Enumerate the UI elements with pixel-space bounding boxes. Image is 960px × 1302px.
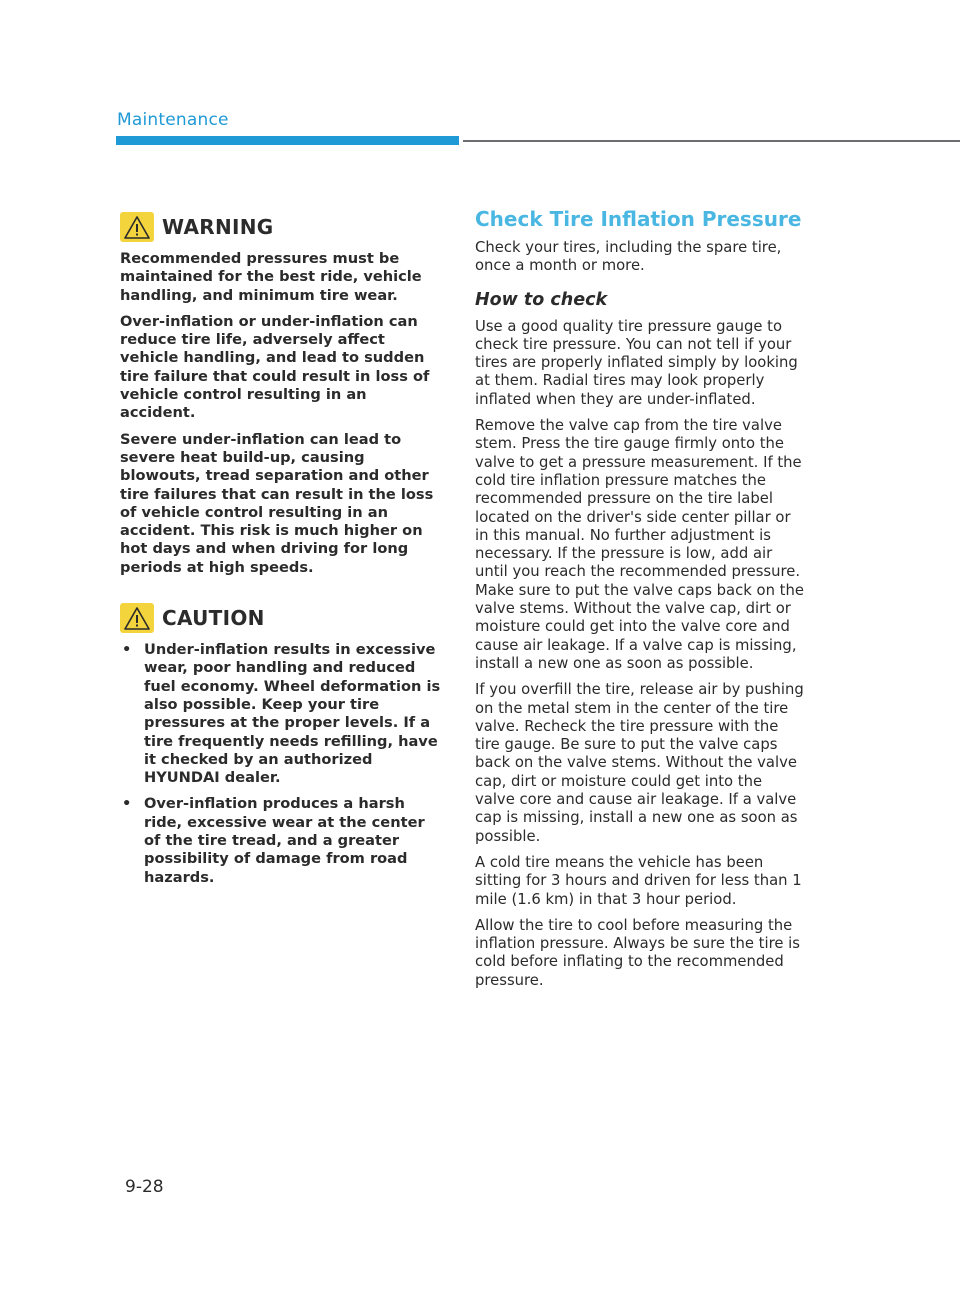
section-title: Check Tire Inflation Pressure [475, 207, 802, 231]
header-rule [463, 140, 960, 142]
how-to-check-body [475, 318, 805, 990]
body-paragraph: If you overfill the tire, release air by pushing on the metal stem in the center of the tire valve. Recheck the tire pressure with the tire gauge. Be sure to put the valve caps back on the valve stems. Without the valve cap, dirt or moisture could get into the valve core and cause air leakage. If a valve cap is missing, install a new one as soon as possible. [475, 681, 804, 845]
list-item [120, 795, 442, 886]
intro-block [475, 239, 805, 276]
warning-header [120, 212, 442, 242]
body-paragraph: Remove the valve cap from the tire valve stem. Press the tire gauge firmly onto the valve to get a pressure measurement. If the cold tire inflation pressure matches the recommended pressure on the tire label located on the driver's side center pillar or in this manual. No further adjustment is necessary. If the pressure is low, add air until you reach the recommended pressure. Make sure to put the valve caps back on the valve stems. Without the valve cap, dirt or moisture could get into the valve core and cause air leakage. If a valve cap is missing, install a new one as soon as possible. [475, 417, 804, 672]
warning-paragraph: Severe under-inflation can lead to severe heat build-up, causing blowouts, tread separation and other tire failures that can result in the loss of vehicle control resulting in an accident. This risk is much higher on hot days and when driving for long periods at high speeds. [120, 430, 434, 576]
section-name: Maintenance [117, 110, 229, 130]
caution-title: CAUTION [162, 606, 265, 631]
caution-bullet-text: Over-inflation produces a harsh ride, excessive wear at the center of the tire tread, and a greater possibility of damage from road hazards. [144, 795, 425, 886]
subsection-title: How to check [475, 289, 608, 310]
intro-paragraph: Check your tires, including the spare tire, once a month or more. [475, 239, 782, 275]
body-paragraph: Allow the tire to cool before measuring the inflation pressure. Always be sure the tire is cold before inflating to the recommended pressure. [475, 916, 800, 989]
page-number: 9-28 [125, 1177, 164, 1197]
warning-paragraph: Recommended pressures must be maintained for the best ride, vehicle handling, and minimum tire wear. [120, 250, 422, 304]
bullet-icon: • [122, 641, 132, 659]
caution-header [120, 603, 442, 633]
warning-title: WARNING [162, 215, 274, 239]
caution-bullet-text: Under-inflation results in excessive wear, poor handling and reduced fuel economy. Wheel deformation is also possible. Keep your tire pressures at the proper levels. If a tire frequently needs refilling, have it checked by an authorized HYUNDAI dealer. [144, 641, 441, 787]
caution-box [120, 603, 442, 887]
warning-triangle-icon [120, 212, 154, 242]
body-paragraph: A cold tire means the vehicle has been sitting for 3 hours and driven for less than 1 mile (1.6 km) in that 3 hour period. [475, 853, 802, 908]
bullet-icon: • [122, 795, 132, 813]
caution-triangle-icon [120, 603, 154, 633]
warning-box [120, 212, 442, 577]
header-rule-accent [116, 136, 459, 145]
body-paragraph: Use a good quality tire pressure gauge to check tire pressure. You can not tell if your tires are properly inflated simply by looking at them. Radial tires may look properly inflated when they are under-inflated. [475, 317, 798, 408]
left-column [120, 212, 442, 895]
caution-list [120, 641, 442, 887]
warning-paragraph: Over-inflation or under-inflation can reduce tire life, adversely affect vehicle handling, and lead to sudden tire failure that could result in loss of vehicle control resulting in an accident. [120, 312, 430, 422]
list-item [120, 641, 442, 787]
right-column [475, 207, 805, 998]
